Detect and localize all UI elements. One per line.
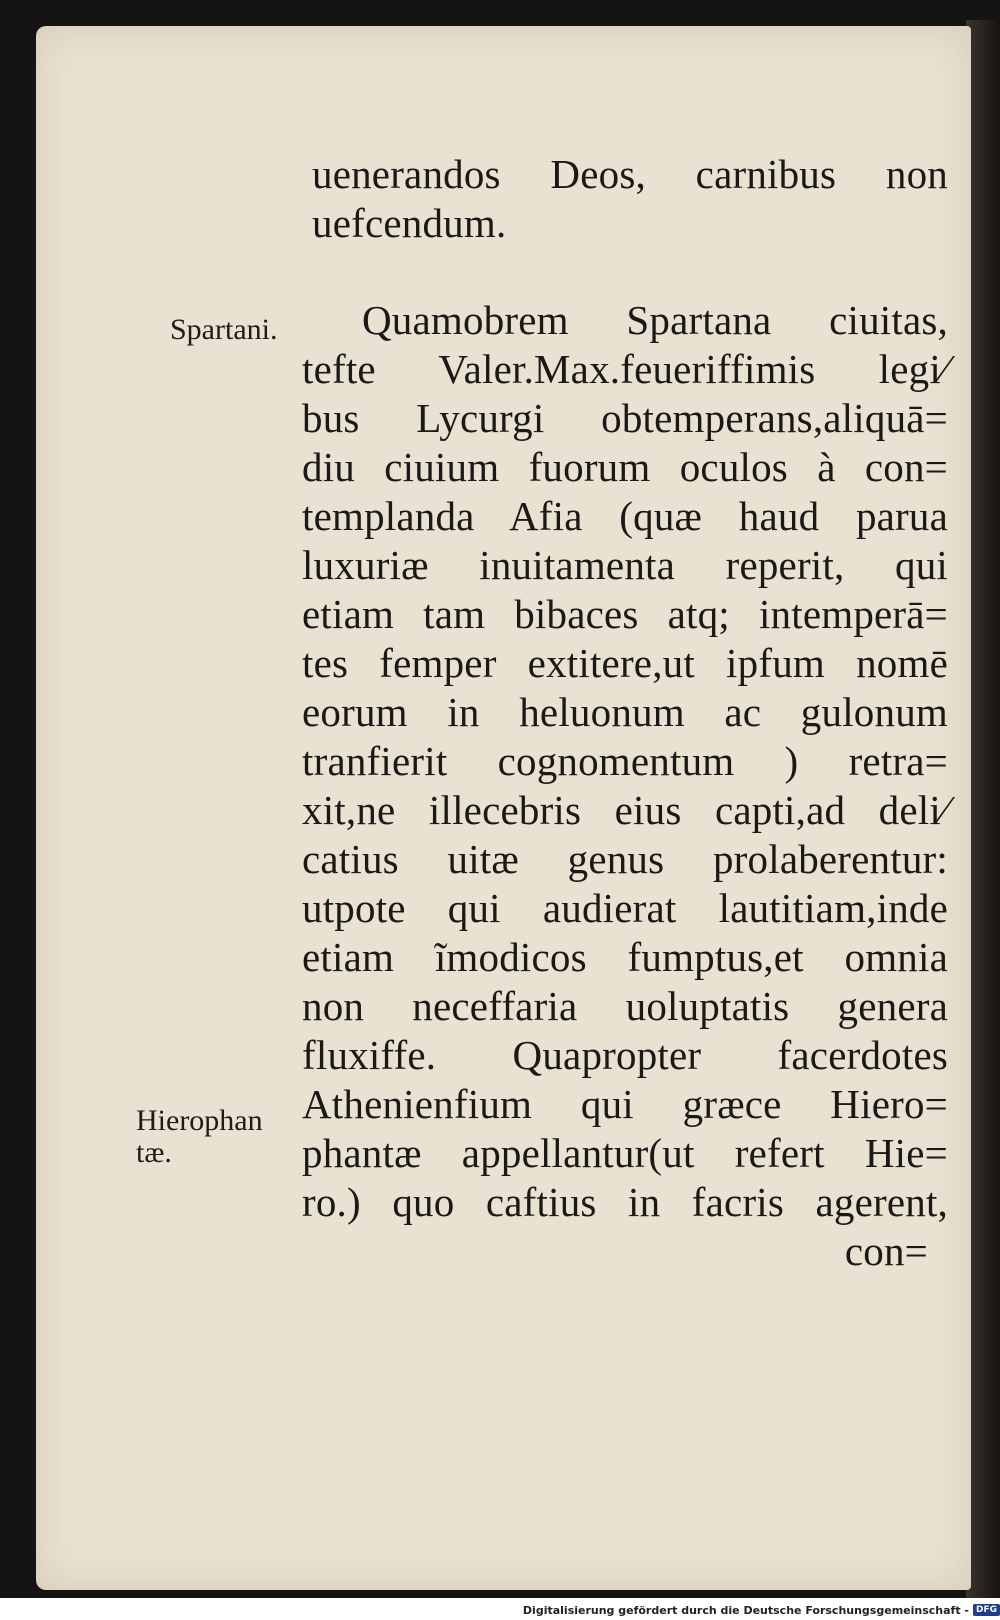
- text-line: templanda Afia (quæ haud parua: [302, 493, 948, 539]
- text-line: etiam ĩmodicos fumptus,et omnia: [302, 934, 948, 980]
- text-line: luxuriæ inuitamenta reperit, qui: [302, 542, 948, 588]
- text-line: uenerandos Deos, carnibus non: [312, 151, 948, 197]
- margin-note-hierophantae: Hierophan: [136, 1104, 263, 1137]
- text-line: eorum in heluonum ac gulonum: [302, 689, 948, 735]
- text-line: tefte Valer.Max.feueriffimis legi⁄: [302, 346, 948, 392]
- text-line: ro.) quo caftius in facris agerent,: [302, 1179, 948, 1225]
- text-line: tranfierit cognomentum ) retra=: [302, 738, 948, 784]
- dfg-logo: DFG: [973, 1604, 1000, 1616]
- text-line: xit,ne illecebris eius capti,ad deli⁄: [302, 787, 948, 833]
- text-line: fluxiffe. Quapropter facerdotes: [302, 1032, 948, 1078]
- text-line: utpote qui audierat lautitiam,inde: [302, 885, 948, 931]
- text-line: phantæ appellantur(ut refert Hie=: [302, 1130, 948, 1176]
- page-edge: [966, 20, 1000, 1598]
- text-line: Quamobrem Spartana ciuitas,: [362, 297, 948, 343]
- margin-note-spartani: Spartani.: [170, 313, 278, 346]
- text-line: diu ciuium fuorum oculos à con=: [302, 444, 948, 490]
- catchword: con=: [844, 1228, 928, 1274]
- digitization-credit: [522, 1601, 1000, 1619]
- text-line: Athenienfium qui græce Hiero=: [302, 1081, 948, 1127]
- text-line: non neceffaria uoluptatis genera: [302, 983, 948, 1029]
- text-line: tes femper extitere,ut ipfum nomē: [302, 640, 948, 686]
- text-line: etiam tam bibaces atq; intemperā=: [302, 591, 948, 637]
- margin-note-hierophantae-cont: tæ.: [136, 1136, 172, 1169]
- credit-text: Digitalisierung gefördert durch die Deutsche Forschungsgemeinschaft -: [522, 1603, 969, 1617]
- text-line: catius uitæ genus prolaberentur:: [302, 836, 948, 882]
- body-text: [288, 150, 948, 1276]
- text-line: bus Lycurgi obtemperans,aliquā=: [302, 395, 948, 441]
- text-line: uefcendum.: [312, 200, 507, 246]
